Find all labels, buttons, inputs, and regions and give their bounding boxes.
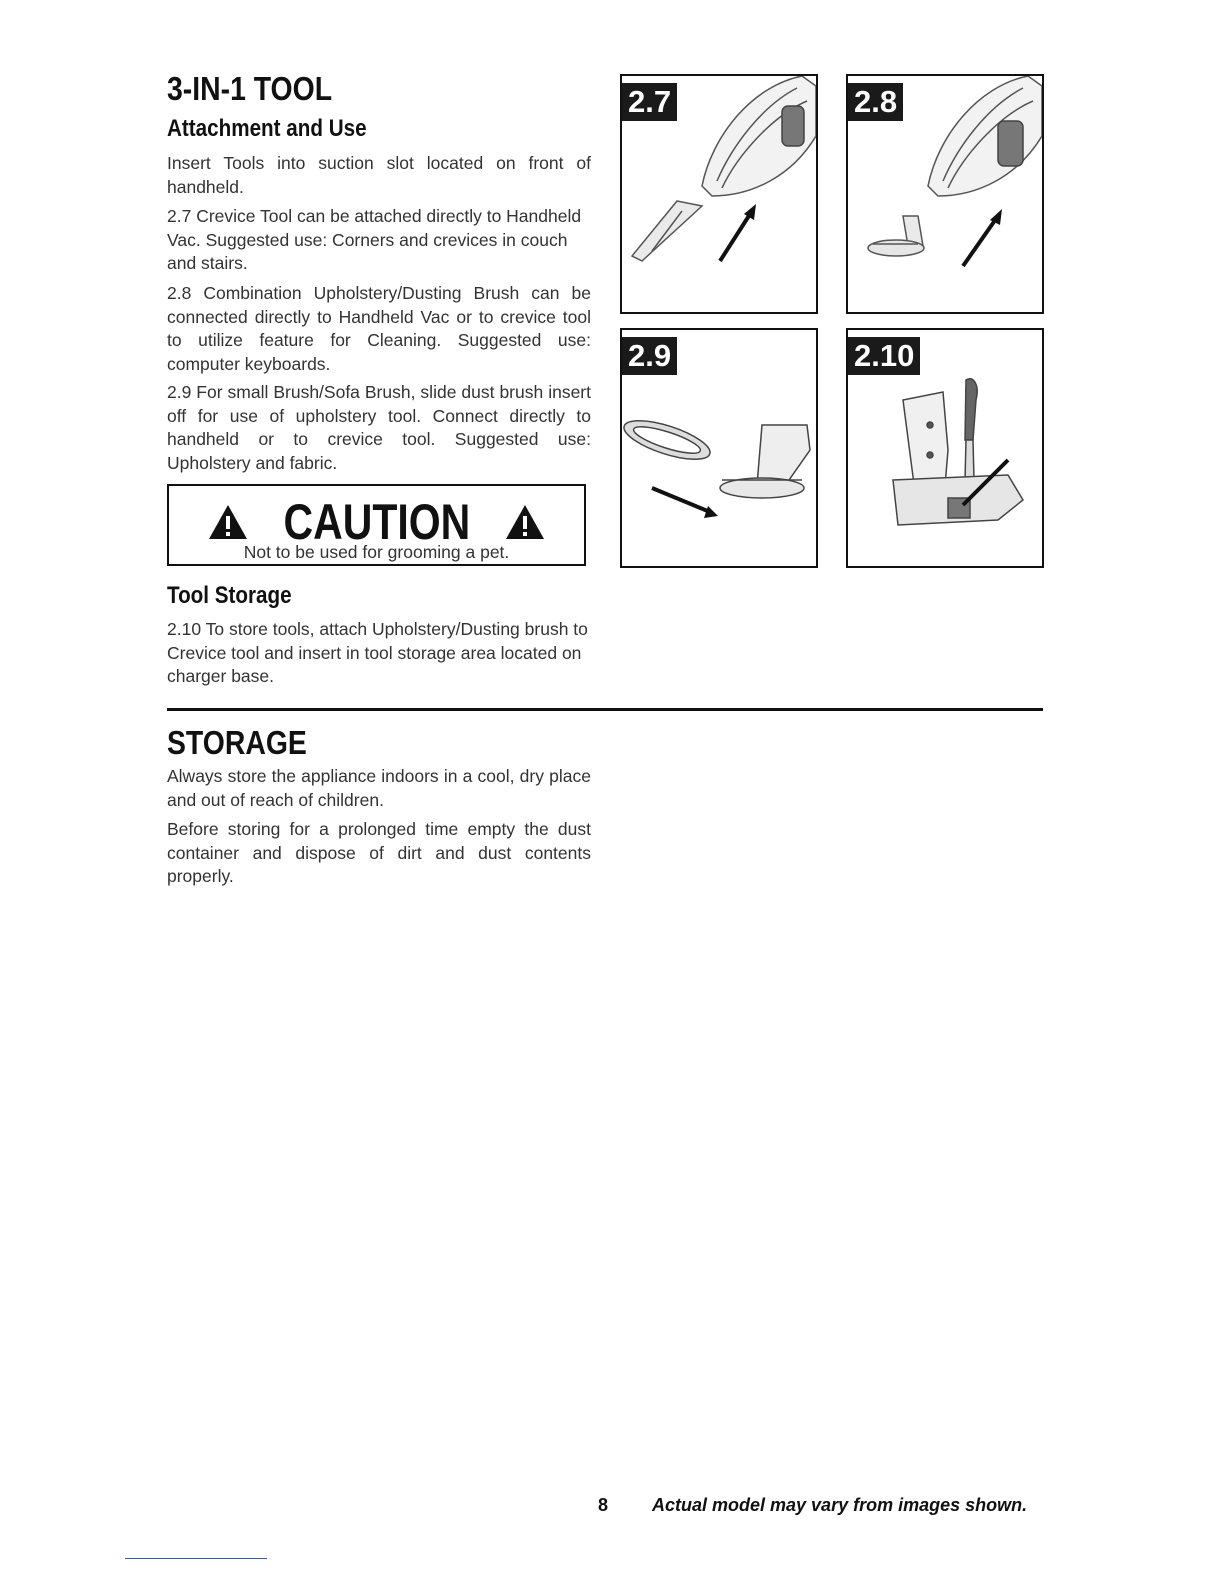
bottom-line xyxy=(125,1558,267,1559)
sofa-brush-slide-off-illustration xyxy=(622,330,816,566)
warning-triangle-icon xyxy=(207,503,249,541)
handheld-vac-crevice-tool-illustration xyxy=(622,76,816,312)
figure-2-7 xyxy=(620,74,818,314)
figure-2-9 xyxy=(620,328,818,568)
handheld-vac-upholstery-brush-illustration xyxy=(848,76,1042,312)
para-store-indoors: Always store the appliance indoors in a cool, dry place and out of reach of children. xyxy=(167,766,591,810)
footer-note-text: Actual model may vary from images shown. xyxy=(652,1495,1028,1515)
caution-title: CAUTION xyxy=(283,493,470,550)
tool-storage-heading: Tool Storage xyxy=(167,582,292,609)
caution-box xyxy=(167,484,586,566)
footer-note xyxy=(652,1495,1027,1516)
section-title-3-in-1-tool: 3-IN-1 TOOL xyxy=(167,70,333,107)
page-number: 8 xyxy=(598,1495,609,1515)
figure-2-8 xyxy=(846,74,1044,314)
figure-label: 2.8 xyxy=(848,83,903,121)
figure-label: 2.10 xyxy=(848,337,920,375)
charger-base-tool-storage-illustration xyxy=(848,330,1042,566)
para-combination-brush: 2.8 Combination Upholstery/Dusting Brush can be connected directly to Handheld Vac or to crevice tool to utilize feature for Cleaning. Suggested use: computer keyboards. xyxy=(167,283,591,374)
figure-2-10 xyxy=(846,328,1044,568)
para-tool-storage: 2.10 To store tools, attach Upholstery/Dusting brush to Crevice tool and insert in tool storage area located on charger base. xyxy=(167,619,588,686)
para-crevice-tool: 2.7 Crevice Tool can be attached directly to Handheld Vac. Suggested use: Corners and crevices in couch and stairs. xyxy=(167,206,582,273)
section-divider xyxy=(167,708,1043,711)
para-insert-tools: Insert Tools into suction slot located on front of handheld. xyxy=(167,153,591,197)
para-small-brush: 2.9 For small Brush/Sofa Brush, slide dust brush insert off for use of upholstery tool. Connect directly to handheld or to crevice tool. Suggested use: Upholstery and fabric. xyxy=(167,382,591,473)
caution-text: Not to be used for grooming a pet. xyxy=(243,542,510,562)
section-title-storage: STORAGE xyxy=(167,724,307,761)
para-before-storing: Before storing for a prolonged time empty the dust container and dispose of dirt and dust contents properly. xyxy=(167,819,591,886)
attachment-heading: Attachment and Use xyxy=(167,115,367,142)
figure-label: 2.9 xyxy=(622,337,677,375)
figure-label: 2.7 xyxy=(622,83,677,121)
warning-triangle-icon xyxy=(504,503,546,541)
